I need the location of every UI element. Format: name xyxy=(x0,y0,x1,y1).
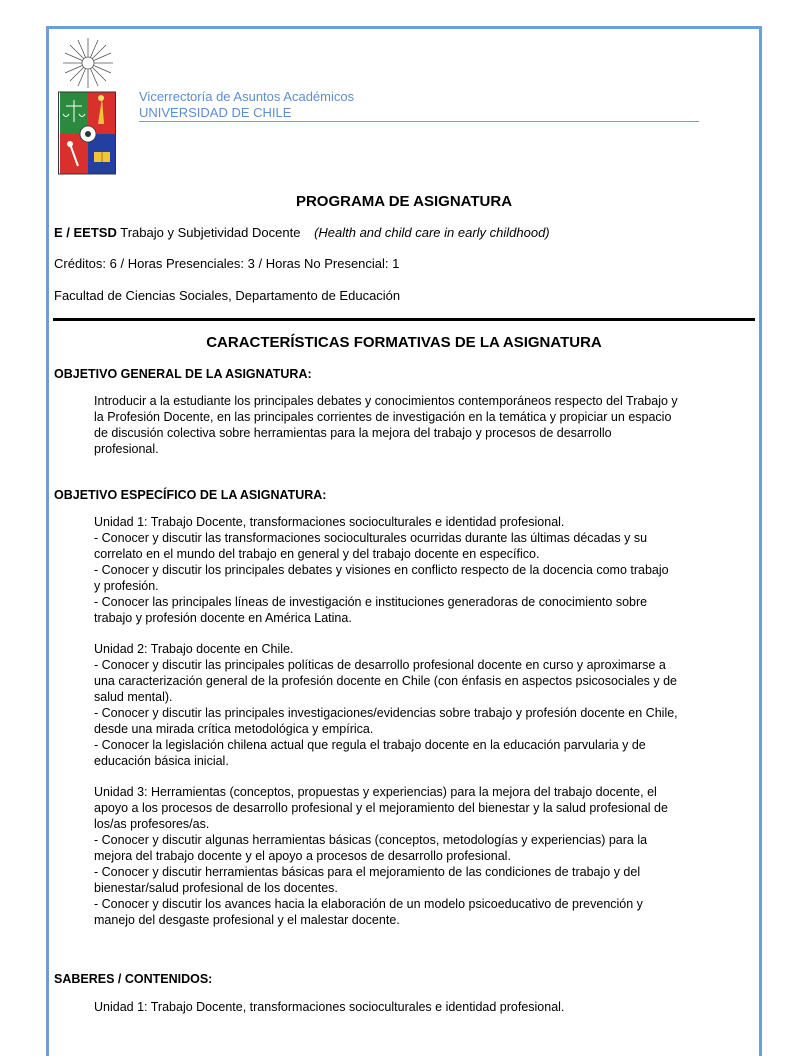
text-line: una caracterización general de la profesión docente en Chile (con énfasis en aspectos psicosociales y de xyxy=(94,674,677,688)
text-line: desde una mirada crítica metodológica y empírica. xyxy=(94,722,374,736)
university-crest-logo xyxy=(58,36,118,178)
text-line: salud mental). xyxy=(94,690,173,704)
program-title: PROGRAMA DE ASIGNATURA xyxy=(295,193,513,210)
unidad-1-block xyxy=(94,514,718,626)
text-line: - Conocer y discutir las transformaciones socioculturales ocurridas durante las últimas décadas y su xyxy=(94,531,648,545)
credits-line: Créditos: 6 / Horas Presenciales: 3 / Horas No Presencial: 1 xyxy=(54,256,400,271)
saberes-text xyxy=(94,999,718,1015)
university-name: UNIVERSIDAD DE CHILE xyxy=(139,105,292,120)
text-line: educación básica inicial. xyxy=(94,754,229,768)
course-code: E / EETSD xyxy=(54,225,117,240)
objetivo-especifico-heading: OBJETIVO ESPECÍFICO DE LA ASIGNATURA: xyxy=(54,488,327,502)
saberes-heading: SABERES / CONTENIDOS: xyxy=(54,972,213,986)
text-line: Unidad 3: Herramientas (conceptos, propuestas y experiencias) para la mejora del trabajo docente, el xyxy=(94,785,657,799)
unidad-2-block xyxy=(94,641,718,769)
section-title: CARACTERÍSTICAS FORMATIVAS DE LA ASIGNATURA xyxy=(206,334,602,351)
text-line: Unidad 1: Trabajo Docente, transformaciones socioculturales e identidad profesional. xyxy=(94,515,565,529)
course-english-name: (Health and child care in early childhood) xyxy=(314,225,550,240)
text-line: - Conocer y discutir herramientas básicas para el mejoramiento de las condiciones de trabajo y del xyxy=(94,865,641,879)
faculty-line: Facultad de Ciencias Sociales, Departamento de Educación xyxy=(54,288,401,303)
text-line: Unidad 1: Trabajo Docente, transformaciones socioculturales e identidad profesional. xyxy=(94,1000,565,1014)
text-line: de discusión colectiva sobre herramientas para la mejora del trabajo y procesos de desarrollo xyxy=(94,426,612,440)
section-divider xyxy=(53,318,755,321)
text-line: - Conocer las principales líneas de investigación e instituciones generadoras de conocimiento sobre xyxy=(94,595,648,609)
text-line: profesional. xyxy=(94,442,159,456)
text-line: - Conocer y discutir algunas herramientas básicas (conceptos, metodologías y experiencias) para la xyxy=(94,833,648,847)
course-name: Trabajo y Subjetividad Docente xyxy=(120,225,301,240)
text-line: Introducir a la estudiante los principales debates y conocimientos contemporáneos respecto del Trabajo y xyxy=(94,394,678,408)
text-line: - Conocer y discutir las principales investigaciones/evidencias sobre trabajo y profesión docente en Chile, xyxy=(94,706,678,720)
objetivo-general-heading: OBJETIVO GENERAL DE LA ASIGNATURA: xyxy=(54,367,312,381)
text-line: mejora del trabajo docente y el apoyo a procesos de desarrollo profesional. xyxy=(94,849,511,863)
text-line: y profesión. xyxy=(94,579,159,593)
vicerrectoria-label: Vicerrectoría de Asuntos Académicos xyxy=(139,89,355,104)
text-line: manejo del desgaste profesional y el malestar docente. xyxy=(94,913,400,927)
text-line: - Conocer y discutir los avances hacia la elaboración de un modelo psicoeducativo de prevención y xyxy=(94,897,643,911)
text-line: los/as profesores/as. xyxy=(94,817,210,831)
unidad-3-block xyxy=(94,784,718,928)
text-line: bienestar/salud profesional de los docentes. xyxy=(94,881,338,895)
text-line: la Profesión Docente, en las principales corrientes de investigación en la temática y propiciar un espacio xyxy=(94,410,672,424)
objetivo-general-text xyxy=(94,393,718,457)
text-line: - Conocer y discutir las principales políticas de desarrollo profesional docente en curso y aproximarse a xyxy=(94,658,666,672)
text-line: apoyo a los procesos de desarrollo profesional y el mejoramiento del bienestar y la salud profesional de xyxy=(94,801,668,815)
text-line: trabajo y profesión docente en América Latina. xyxy=(94,611,352,625)
text-line: - Conocer y discutir los principales debates y visiones en conflicto respecto de la docencia como trabajo xyxy=(94,563,669,577)
course-line xyxy=(54,225,550,241)
text-line: correlato en el mundo del trabajo en general y del trabajo docente en específico. xyxy=(94,547,540,561)
text-line: - Conocer la legislación chilena actual que regula el trabajo docente en la educación parvularia y de xyxy=(94,738,646,752)
header-divider xyxy=(139,121,699,122)
text-line: Unidad 2: Trabajo docente en Chile. xyxy=(94,642,294,656)
